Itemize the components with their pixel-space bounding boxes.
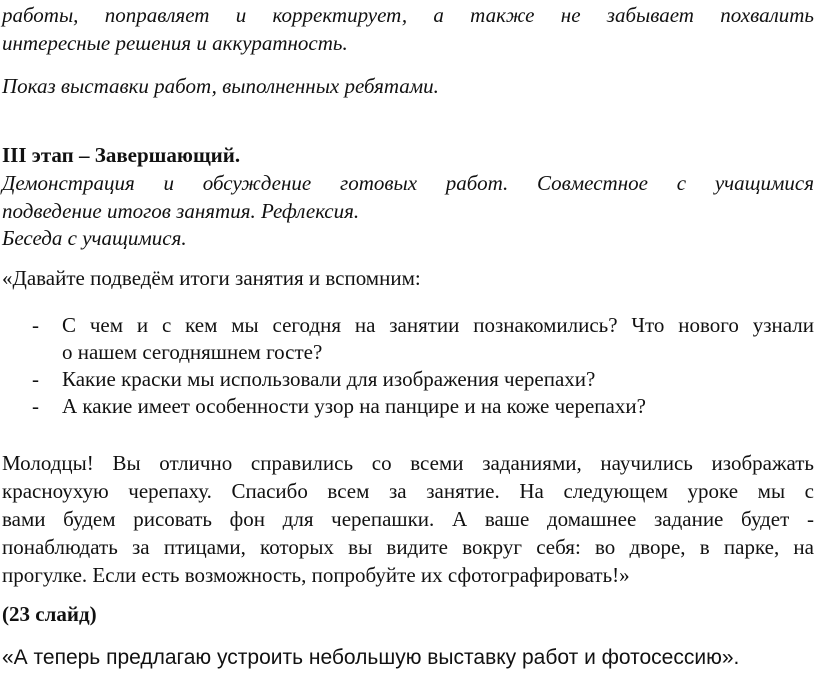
- closing-line-5: прогулке. Если есть возможность, попробуйте их сфотографировать!»: [2, 563, 630, 587]
- question-1-line-1: С чем и с кем мы сегодня на занятии познакомились? Что нового узнали: [62, 313, 814, 337]
- final-line: «А теперь предлагаю устроить небольшую выставку работ и фотосессию».: [2, 646, 740, 669]
- closing-line-1: Молодцы! Вы отлично справились со всеми заданиями, научились изображать: [2, 451, 814, 475]
- list-dash-1: -: [32, 313, 39, 337]
- closing-line-2: красноухую черепаху. Спасибо всем за занятие. На следующем уроке мы с: [2, 479, 814, 503]
- stage-desc-line-2: подведение итогов занятия. Рефлексия.: [2, 199, 360, 223]
- intro-line-1: работы, поправляет и корректирует, а также не забывает похвалить: [2, 3, 814, 27]
- exhibit-line: Показ выставки работ, выполненных ребятами.: [2, 74, 439, 98]
- list-dash-3: -: [32, 394, 39, 418]
- stage-heading: III этап – Завершающий.: [2, 143, 241, 167]
- stage-desc-line-1: Демонстрация и обсуждение готовых работ. Совместное с учащимися: [2, 171, 814, 195]
- list-dash-2: -: [32, 367, 39, 391]
- intro-line-2: интересные решения и аккуратность.: [2, 31, 348, 55]
- slide-reference: (23 слайд): [2, 602, 97, 626]
- quote-intro: «Давайте подведём итоги занятия и вспомним:: [2, 266, 421, 290]
- question-3: А какие имеет особенности узор на панцире и на коже черепахи?: [62, 394, 646, 418]
- question-2: Какие краски мы использовали для изображения черепахи?: [62, 367, 596, 391]
- closing-line-4: понаблюдать за птицами, которых вы видите вокруг себя: во дворе, в парке, на: [2, 535, 814, 559]
- closing-line-3: вами будем рисовать фон для черепашки. А ваше домашнее задание будет -: [2, 507, 814, 531]
- question-1-line-2: о нашем сегодняшнем госте?: [62, 340, 323, 364]
- talk-line: Беседа с учащимися.: [2, 226, 187, 250]
